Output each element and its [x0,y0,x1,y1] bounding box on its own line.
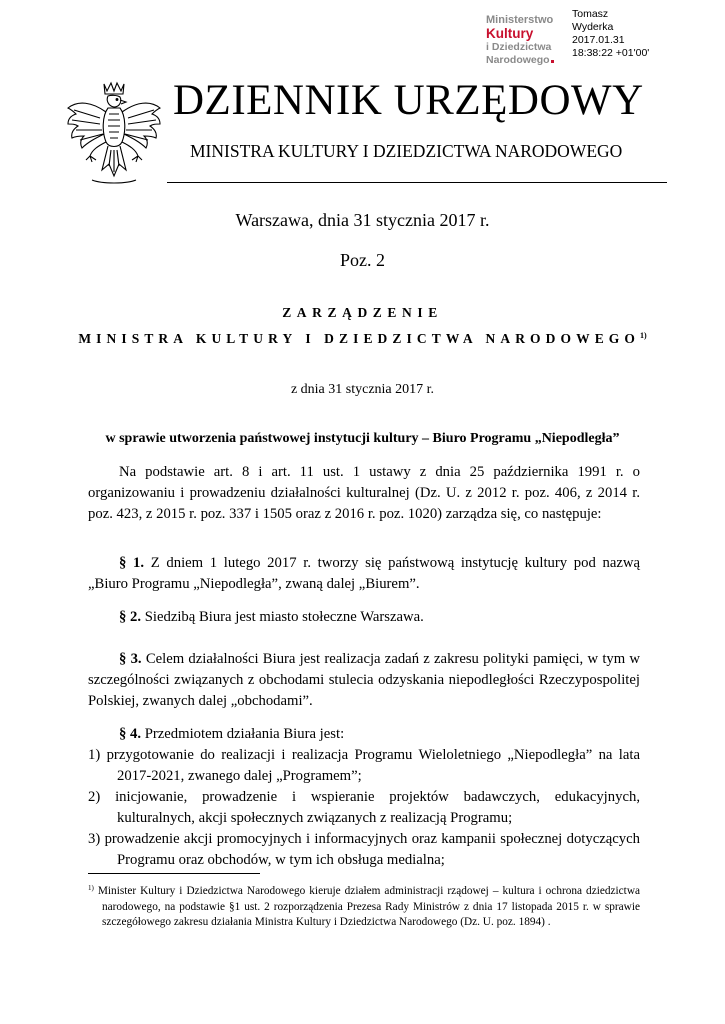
white-eagle-emblem [62,80,166,192]
journal-subtitle: MINISTRA KULTURY I DZIEDZICTWA NARODOWEGO [190,141,623,161]
logo-line-3: i Dziedzictwa [486,41,552,53]
section-4-list [88,745,640,871]
act-type: ZARZĄDZENIE [282,305,443,320]
journal-title: DZIENNIK URZĘDOWY [173,77,644,124]
act-date: z dnia 31 stycznia 2017 r. [290,382,435,397]
section-3-label: § 3. [119,651,142,667]
footnote-mark: 1) [88,884,94,892]
footnote-divider [88,873,260,874]
section-1: § 1. Z dniem 1 lutego 2017 r. tworzy się państwową instytucję kultury pod nazwą „Biuro Programu „Niepodległa”, zwaną dalej „Biurem”. [88,555,641,592]
list-item: 3) prowadzenie akcji promocyjnych i informacyjnych oraz kampanii społecznej dotyczących Programu oraz obchodów, w tym ich obsługa medialna; [88,831,640,868]
act-issuer: MINISTRA KULTURY I DZIEDZICTWA NARODOWEGO$^{1)}$ [78,331,647,346]
section-1-label: § 1. [119,555,145,571]
logo-line-1: Ministerstwo [486,14,554,26]
publication-date: Warszawa, dnia 31 stycznia 2017 r. [235,210,490,230]
logo-line-4: Narodowego [486,54,570,67]
ministry-logo [486,14,570,67]
section-2-label: § 2. [119,609,142,625]
section-4-label: § 4. [119,726,142,742]
footnote-text: Minister Kultury i Dziedzictwa Narodowego kieruje działem administracji rządowej – kultura i ochrona dziedzictwa narodowego, na podstawie §1 ust. 2 rozporządzenia Prezesa Rady Ministrów z dnia 17 listopada 2015 r. w sprawie szczegółowego zakresu działania Ministra Kultury i Dziedzictwa Narodowego (Dz. U. poz. 1894) . [93,885,640,928]
signer-first-name: Tomasz [572,8,609,20]
position-number: Poz. 2 [340,250,385,270]
signer-last-name: Wyderka [572,21,614,33]
preamble: Na podstawie art. 8 i art. 11 ust. 1 ustawy z dnia 25 października 1991 r. o organizowaniu i prowadzeniu działalności kulturalnej (Dz. U. z 2012 r. poz. 406, z 2014 r. poz. 423, z 2015 r. poz. 337 i 1505 oraz z 2016 r. poz. 1020) zarządza się, co następuje: [88,464,640,522]
section-2: § 2. Siedzibą Biura jest miasto stołeczne Warszawa. [119,609,424,625]
digital-signature [572,8,649,60]
header-divider [167,182,667,183]
logo-line-2: Kultury [486,26,534,41]
section-3: § 3. Celem działalności Biura jest realizacja zadań z zakresu polityki pamięci, w tym w szczególności związanych z obchodami stulecia odzyskania niepodległości Rzeczypospolitej Polskiej, zwanych dalej „obchodami”. [88,651,641,709]
list-item: 2) inicjowanie, prowadzenie i wspieranie projektów badawczych, edukacyjnych, kulturalnych, akcji społecznych związanych z realizacją Programu; [88,789,640,826]
list-item: 1) przygotowanie do realizacji i realizacja Programu Wieloletniego „Niepodległa” na lata 2017-2021, zwanego dalej „Programem”; [88,747,640,784]
signature-time: 18:38:22 +01'00' [572,47,650,59]
act-subject: w sprawie utworzenia państwowej instytucji kultury – Biuro Programu „Niepodległa” [105,431,620,446]
section-4: § 4. Przedmiotem działania Biura jest: [119,726,345,742]
footnote [88,881,640,931]
signature-date: 2017.01.31 [572,34,625,46]
footnote-reference: 1) [640,331,647,340]
